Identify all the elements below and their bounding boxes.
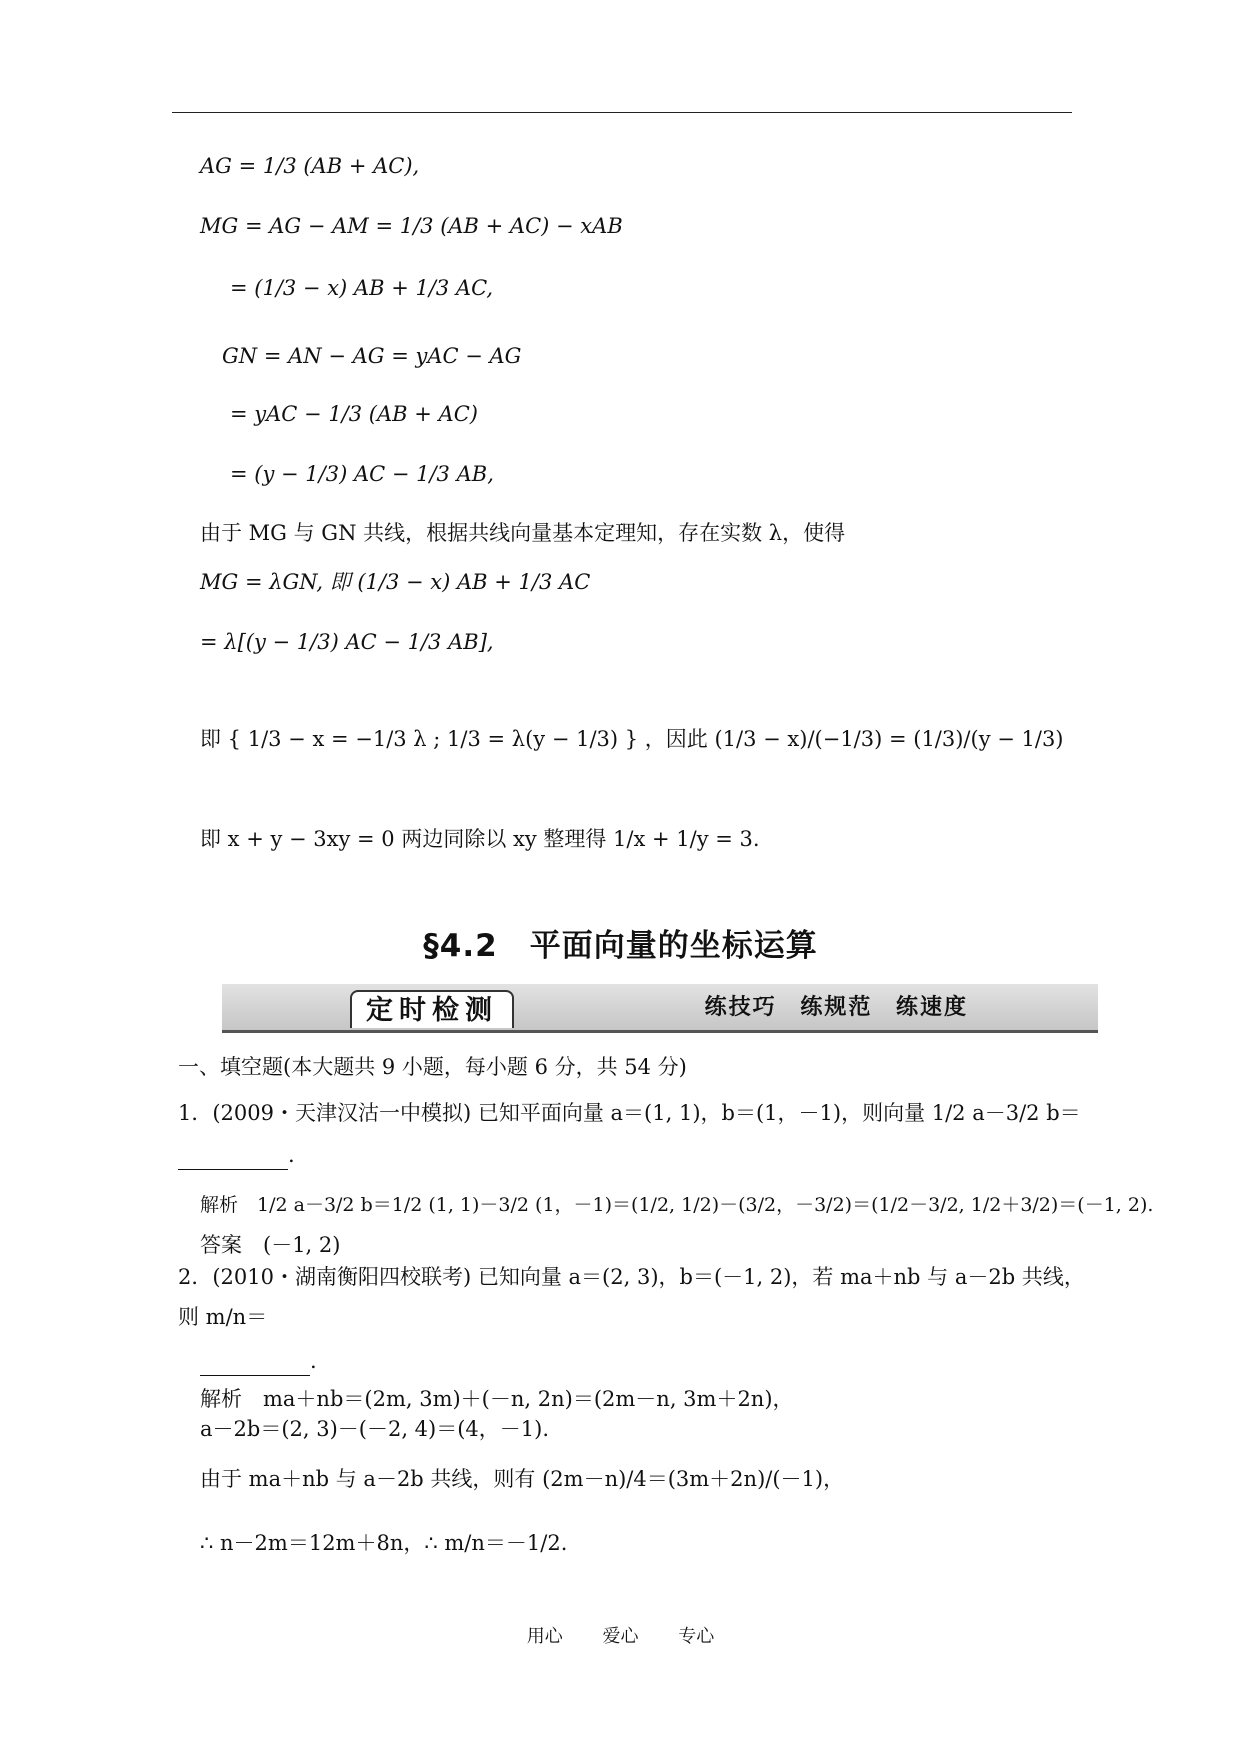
q2-stem-2: 则 m/n＝ xyxy=(178,1305,268,1329)
q2-analysis-2: a－2b＝(2, 3)－(－2, 4)＝(4，－1). xyxy=(200,1417,550,1441)
q2-analysis-4: ∴ n－2m＝12m＋8n，∴ m/n＝－1/2. xyxy=(200,1531,568,1555)
derivation-line-5: = yAC − 1/3 (AB + AC) xyxy=(230,402,478,426)
header-rule xyxy=(172,112,1072,113)
instructions: 一、填空题(本大题共 9 小题，每小题 6 分，共 54 分) xyxy=(178,1055,687,1079)
derivation-line-4: GN = AN − AG = yAC − AG xyxy=(222,344,522,368)
q1-answer: 答案 (－1, 2) xyxy=(200,1233,341,1257)
q1-stem: 1．(2009・天津汉沽一中模拟) 已知平面向量 a＝(1, 1)，b＝(1，－1)，则向量 1/2 a－3/2 b＝ xyxy=(178,1101,1081,1125)
derivation-line-6: = (y − 1/3) AC − 1/3 AB, xyxy=(230,462,494,486)
lambda-line-1: MG = λGN, 即 (1/3 − x) AB + 1/3 AC xyxy=(200,570,591,594)
q2-analysis-1: 解析 ma＋nb＝(2m, 3m)＋(－n, 2n)＝(2m－n, 3m＋2n)， xyxy=(200,1387,794,1411)
blank-line xyxy=(178,1147,288,1170)
q2-analysis-3: 由于 ma＋nb 与 a－2b 共线，则有 (2m－n)/4＝(3m＋2n)/(－1)， xyxy=(200,1467,845,1491)
equation-system: 即 { 1/3 − x = −1/3 λ ; 1/3 = λ(y − 1/3) } ，因此 (1/3 − x)/(−1/3) = (1/3)/(y − 1/3) xyxy=(200,727,1064,751)
blank-line xyxy=(200,1353,310,1376)
q2-stem: 2．(2010・湖南衡阳四校联考) 已知向量 a＝(2, 3)，b＝(－1, 2)，若 ma＋nb 与 a－2b 共线， xyxy=(178,1265,1085,1289)
q2-answer-blank: . xyxy=(200,1346,317,1376)
conclusion-line: 即 x + y − 3xy = 0 两边同除以 xy 整理得 1/x + 1/y = 3. xyxy=(200,827,760,851)
q1-answer-blank: . xyxy=(178,1140,295,1170)
collinear-statement: 由于 MG 与 GN 共线，根据共线向量基本定理知，存在实数 λ，使得 xyxy=(200,521,846,545)
page-footer: 用心 爱心 专心 xyxy=(526,1626,715,1647)
banner-tab-label: 定时检测 xyxy=(350,990,514,1028)
lambda-line-2: = λ[(y − 1/3) AC − 1/3 AB], xyxy=(200,630,494,654)
derivation-line-1: AG = 1/3 (AB + AC), xyxy=(200,154,420,178)
section-title: §4.2 平面向量的坐标运算 xyxy=(423,928,818,964)
timed-test-banner xyxy=(222,984,1098,1033)
q1-analysis: 解析 1/2 a－3/2 b＝1/2 (1, 1)－3/2 (1，－1)＝(1/2, 1/2)－(3/2，－3/2)＝(1/2－3/2, 1/2＋3/2)＝(－1, 2). xyxy=(200,1194,1154,1216)
derivation-line-3: = (1/3 − x) AB + 1/3 AC, xyxy=(230,276,494,300)
banner-slogan: 练技巧 练规范 练速度 xyxy=(704,995,968,1020)
derivation-line-2: MG = AG − AM = 1/3 (AB + AC) − xAB xyxy=(200,214,623,238)
